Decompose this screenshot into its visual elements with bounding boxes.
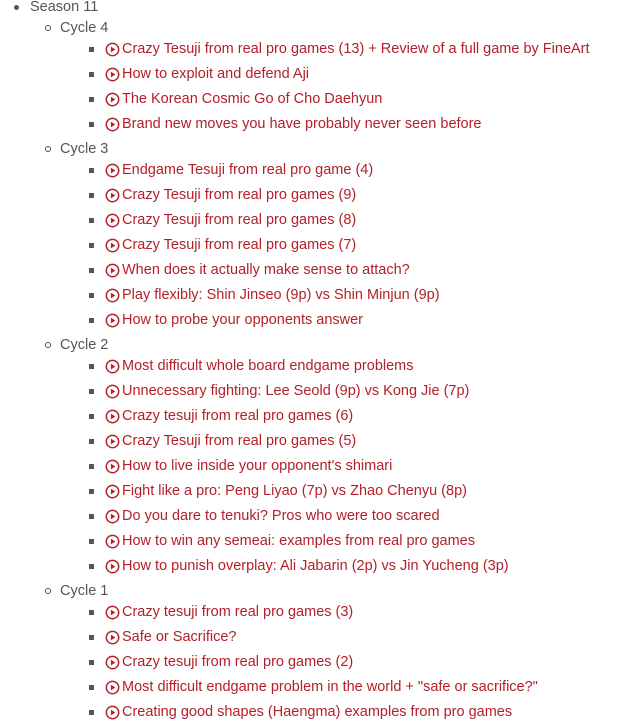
play-circle-icon (105, 188, 120, 203)
cycle-label: Cycle 4 (60, 20, 109, 36)
bullet-square (89, 439, 94, 444)
video-title: Do you dare to tenuki? Pros who were too scared (122, 508, 440, 524)
list-item (105, 702, 634, 727)
video-link[interactable] (105, 406, 353, 427)
video-link[interactable] (105, 114, 482, 135)
play-circle-icon (105, 630, 120, 645)
video-title: Crazy Tesuji from real pro games (7) (122, 237, 357, 253)
list-item (105, 602, 634, 627)
cycle-item (60, 18, 634, 139)
play-circle-icon (105, 509, 120, 524)
bullet-square (89, 364, 94, 369)
bullet-circle (45, 588, 51, 594)
video-title: How to probe your opponents answer (122, 312, 364, 328)
play-circle-icon (105, 163, 120, 178)
bullet-disc (14, 5, 19, 10)
video-title: Play flexibly: Shin Jinseo (9p) vs Shin Minjun (9p) (122, 287, 440, 303)
video-title: Safe or Sacrifice? (122, 629, 237, 645)
list-item (105, 677, 634, 702)
video-title: Crazy tesuji from real pro games (6) (122, 408, 354, 424)
list-item (105, 260, 634, 285)
video-link[interactable] (105, 677, 538, 698)
bullet-square (89, 514, 94, 519)
video-link[interactable] (105, 310, 363, 331)
play-circle-icon (105, 67, 120, 82)
bullet-square (89, 539, 94, 544)
video-link[interactable] (105, 506, 440, 527)
bullet-square (89, 193, 94, 198)
list-item (105, 627, 634, 652)
video-title: When does it actually make sense to attach? (122, 262, 410, 278)
video-title: Unnecessary fighting: Lee Seold (9p) vs Kong Jie (7p) (122, 383, 470, 399)
bullet-square (89, 218, 94, 223)
video-link[interactable] (105, 89, 382, 110)
cycle-label: Cycle 1 (60, 583, 109, 599)
list-item (105, 456, 634, 481)
season-label: Season 11 (30, 0, 99, 15)
video-link[interactable] (105, 481, 467, 502)
list-item (105, 406, 634, 431)
video-link[interactable] (105, 556, 509, 577)
list-item (105, 356, 634, 381)
play-circle-icon (105, 459, 120, 474)
list-item (105, 531, 634, 556)
video-link[interactable] (105, 285, 440, 306)
list-item (105, 652, 634, 677)
season-item (30, 0, 634, 727)
video-title: Crazy Tesuji from real pro games (13) + Review of a full game by FineArt (122, 41, 590, 57)
list-item (105, 185, 634, 210)
video-title: The Korean Cosmic Go of Cho Daehyun (122, 91, 383, 107)
cycle-label: Cycle 2 (60, 337, 109, 353)
list-item (105, 506, 634, 531)
video-title: Crazy Tesuji from real pro games (8) (122, 212, 357, 228)
video-title: How to win any semeai: examples from real pro games (122, 533, 475, 549)
list-item (105, 89, 634, 114)
list-item (105, 210, 634, 235)
video-title: Creating good shapes (Haengma) examples from pro games (122, 704, 513, 720)
video-link[interactable] (105, 235, 356, 256)
cycle-item (60, 139, 634, 335)
cycle-list (30, 18, 634, 727)
bullet-circle (45, 342, 51, 348)
video-title: How to exploit and defend Aji (122, 66, 310, 82)
bullet-square (89, 97, 94, 102)
list-item (105, 381, 634, 406)
video-list (60, 160, 634, 335)
list-item (105, 39, 634, 64)
bullet-square (89, 268, 94, 273)
video-list (60, 356, 634, 581)
bullet-square (89, 318, 94, 323)
video-link[interactable] (105, 356, 414, 377)
bullet-square (89, 710, 94, 715)
list-item (105, 160, 634, 185)
video-link[interactable] (105, 531, 475, 552)
video-title: Most difficult whole board endgame problems (122, 358, 414, 374)
bullet-circle (45, 146, 51, 152)
video-link[interactable] (105, 39, 590, 60)
video-link[interactable] (105, 210, 356, 231)
video-link[interactable] (105, 431, 356, 452)
video-link[interactable] (105, 260, 410, 281)
play-circle-icon (105, 213, 120, 228)
bullet-square (89, 685, 94, 690)
video-list (60, 39, 634, 139)
video-link[interactable] (105, 381, 469, 402)
list-item (105, 114, 634, 139)
bullet-square (89, 389, 94, 394)
video-title: Crazy tesuji from real pro games (2) (122, 654, 354, 670)
play-circle-icon (105, 680, 120, 695)
bullet-square (89, 414, 94, 419)
list-item (105, 310, 634, 335)
bullet-square (89, 72, 94, 77)
play-circle-icon (105, 605, 120, 620)
cycle-label: Cycle 3 (60, 141, 109, 157)
bullet-square (89, 47, 94, 52)
bullet-square (89, 464, 94, 469)
bullet-square (89, 564, 94, 569)
bullet-square (89, 635, 94, 640)
play-circle-icon (105, 238, 120, 253)
play-circle-icon (105, 117, 120, 132)
video-link[interactable] (105, 652, 353, 673)
play-circle-icon (105, 42, 120, 57)
video-link[interactable] (105, 602, 353, 623)
list-item (105, 431, 634, 456)
list-item (105, 285, 634, 310)
video-list (60, 602, 634, 727)
video-link[interactable] (105, 64, 309, 85)
list-item (105, 481, 634, 506)
video-title: Crazy Tesuji from real pro games (9) (122, 187, 357, 203)
play-circle-icon (105, 434, 120, 449)
video-title: Crazy Tesuji from real pro games (5) (122, 433, 357, 449)
play-circle-icon (105, 288, 120, 303)
play-circle-icon (105, 705, 120, 720)
bullet-square (89, 610, 94, 615)
video-title: Brand new moves you have probably never seen before (122, 116, 482, 132)
bullet-square (89, 660, 94, 665)
cycle-item (60, 581, 634, 727)
list-item (105, 556, 634, 581)
bullet-square (89, 243, 94, 248)
play-circle-icon (105, 359, 120, 374)
video-link[interactable] (105, 702, 512, 723)
video-title: How to punish overplay: Ali Jabarin (2p) vs Jin Yucheng (3p) (122, 558, 509, 574)
bullet-circle (45, 25, 51, 31)
list-item (105, 64, 634, 89)
video-link[interactable] (105, 627, 236, 648)
bullet-square (89, 489, 94, 494)
video-title: How to live inside your opponent's shimari (122, 458, 393, 474)
cycle-item (60, 335, 634, 581)
bullet-square (89, 293, 94, 298)
video-title: Most difficult endgame problem in the world + "safe or sacrifice?" (122, 679, 538, 695)
play-circle-icon (105, 655, 120, 670)
list-item (105, 235, 634, 260)
play-circle-icon (105, 484, 120, 499)
play-circle-icon (105, 409, 120, 424)
play-circle-icon (105, 534, 120, 549)
video-title: Fight like a pro: Peng Liyao (7p) vs Zhao Chenyu (8p) (122, 483, 467, 499)
bullet-square (89, 122, 94, 127)
video-link[interactable] (105, 456, 392, 477)
video-link[interactable] (105, 160, 373, 181)
play-circle-icon (105, 313, 120, 328)
play-circle-icon (105, 384, 120, 399)
video-title: Endgame Tesuji from real pro game (4) (122, 162, 374, 178)
video-link[interactable] (105, 185, 356, 206)
play-circle-icon (105, 92, 120, 107)
video-title: Crazy tesuji from real pro games (3) (122, 604, 354, 620)
play-circle-icon (105, 559, 120, 574)
play-circle-icon (105, 263, 120, 278)
bullet-square (89, 168, 94, 173)
